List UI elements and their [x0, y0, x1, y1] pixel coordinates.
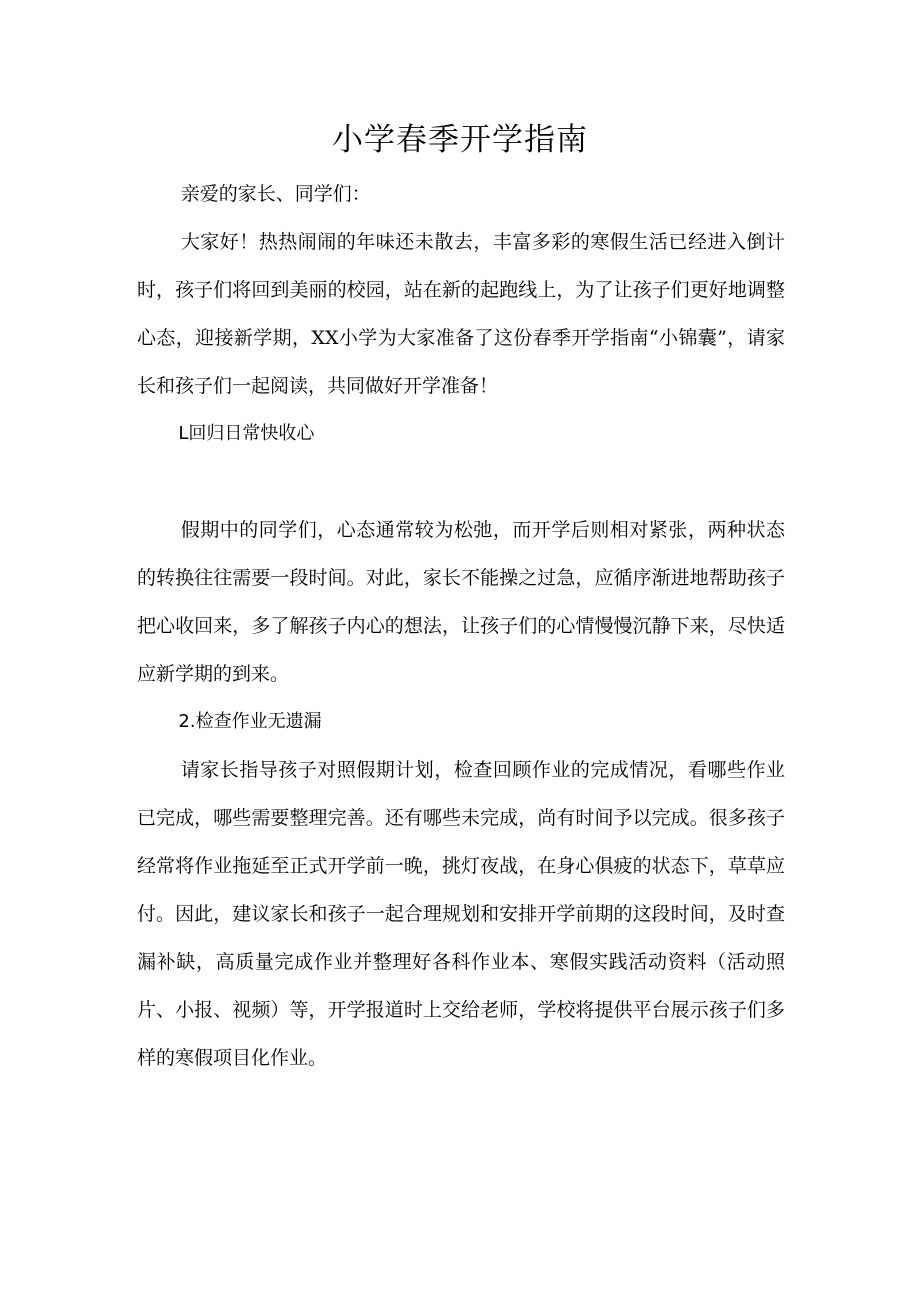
section-spacer	[137, 458, 785, 506]
section-body-1: 假期中的同学们，心态通常较为松弛，而开学后则相对紧张，两种状态的转换往往需要一段时间。对此，家长不能操之过急，应循序渐进地帮助孩子把心收回来，多了解孩子内心的想法，让孩子们的心情慢慢沉静下来，尽快适应新学期的到来。	[137, 519, 785, 685]
document-title: 小学春季开学指南	[332, 122, 588, 158]
salutation: 亲爱的家长、同学们：	[180, 183, 371, 205]
section-heading-1: L回归日常快收心	[178, 423, 315, 444]
document-body	[137, 170, 785, 1082]
section-body-2: 请家长指导孩子对照假期计划，检查回顾作业的完成情况，看哪些作业已完成，哪些需要整理完善。还有哪些未完成，尚有时间予以完成。很多孩子经常将作业拖延至正式开学前一晚，挑灯夜战，在身心俱疲的状态下，草草应付。因此，建议家长和孩子一起合理规划和安排开学前期的这段时间，及时查漏补缺，高质量完成作业并整理好各科作业本、寒假实践活动资料（活动照片、小报、视频）等，开学报道时上交给老师，学校将提供平台展示孩子们多样的寒假项目化作业。	[137, 759, 785, 1069]
intro-paragraph: 大家好！热热闹闹的年味还未散去，丰富多彩的寒假生活已经进入倒计时，孩子们将回到美丽的校园，站在新的起跑线上，为了让孩子们更好地调整心态，迎接新学期，XX小学为大家准备了这份春季开学指南“小锦囊”，请家长和孩子们一起阅读，共同做好开学准备！	[137, 231, 785, 397]
section-heading-2: 2.检查作业无遗漏	[178, 711, 322, 732]
